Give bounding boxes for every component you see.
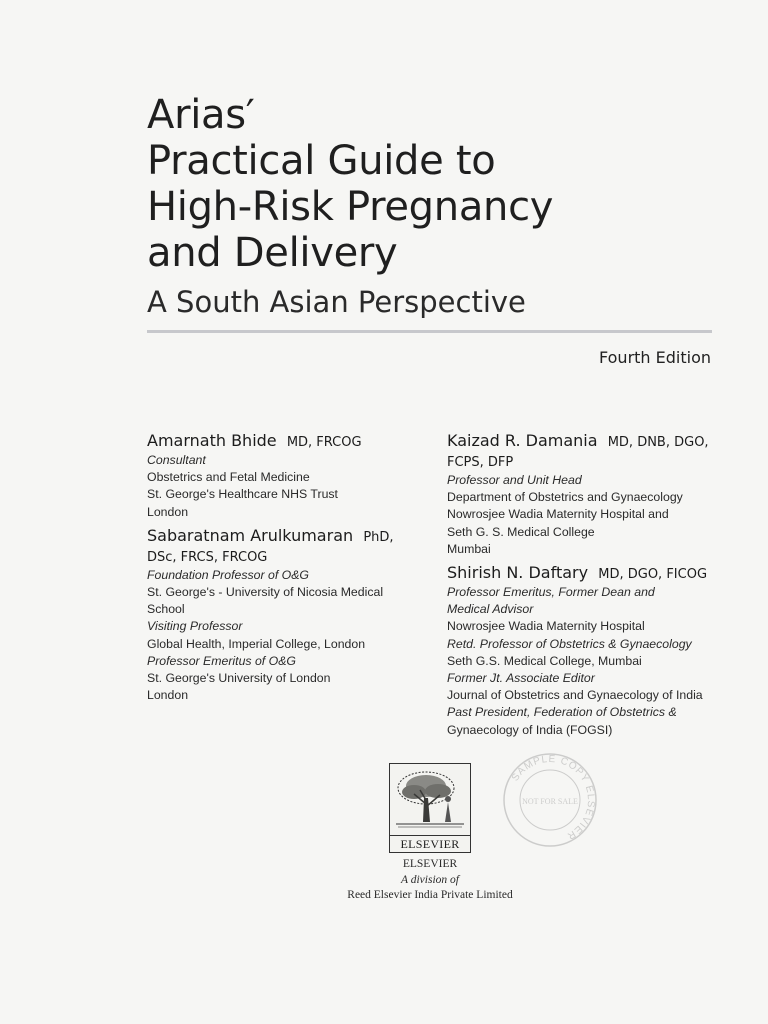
elsevier-logo bbox=[389, 763, 471, 853]
author-detail: Retd. Professor of Obstetrics & Gynaecology bbox=[447, 636, 692, 651]
author-detail: Seth G.S. Medical College, Mumbai bbox=[447, 653, 642, 668]
author-detail: Obstetrics and Fetal Medicine bbox=[147, 470, 310, 485]
author-detail: Professor Emeritus of O&G bbox=[147, 653, 296, 668]
author-detail: St. George's - University of Nicosia Medical bbox=[147, 585, 384, 600]
author-name-line bbox=[447, 432, 737, 472]
author-detail: Nowrosjee Wadia Maternity Hospital and bbox=[447, 507, 669, 522]
author-block bbox=[447, 432, 737, 558]
author-detail: Foundation Professor of O&G bbox=[147, 567, 309, 582]
author-detail: Visiting Professor bbox=[147, 619, 243, 634]
title-line-1: Arias′ bbox=[147, 92, 255, 138]
author-credentials: MD, DNB, DGO, FCPS, DFP bbox=[447, 435, 709, 470]
title-line-3: High-Risk Pregnancy bbox=[147, 184, 554, 230]
author-block bbox=[447, 564, 737, 739]
publisher-company: Reed Elsevier India Private Limited bbox=[347, 889, 513, 901]
author-detail: School bbox=[147, 602, 185, 617]
author-credentials: PhD, DSc, FRCS, FRCOG bbox=[147, 529, 394, 565]
author-credentials: MD, FRCOG bbox=[286, 435, 362, 450]
author-name: Kaizad R. Damania bbox=[447, 431, 598, 450]
author-name: Sabaratnam Arulkumaran bbox=[147, 525, 354, 545]
author-detail: Nowrosjee Wadia Maternity Hospital bbox=[447, 619, 645, 634]
sample-copy-stamp bbox=[500, 750, 600, 850]
book-title bbox=[147, 92, 553, 276]
stamp-ring-text: SAMPLE COPY ELSEVIER bbox=[509, 753, 597, 842]
title-line-4: and Delivery bbox=[147, 230, 398, 276]
author-name: Shirish N. Daftary bbox=[447, 563, 589, 583]
author-detail: Past President, Federation of Obstetrics & bbox=[447, 705, 677, 720]
author-detail: Gynaecology of India (FOGSI) bbox=[447, 722, 613, 737]
authors-left-column bbox=[147, 432, 427, 710]
author-detail: Department of Obstetrics and Gynaecology bbox=[447, 490, 683, 505]
author-detail: Journal of Obstetrics and Gynaecology of India bbox=[447, 688, 703, 703]
title-line-2: Practical Guide to bbox=[147, 138, 496, 184]
author-detail: Medical Advisor bbox=[447, 602, 534, 617]
author-name-line bbox=[147, 527, 427, 567]
author-detail: Global Health, Imperial College, London bbox=[147, 636, 366, 651]
author-detail: Professor Emeritus, Former Dean and bbox=[447, 585, 655, 600]
logo-wordmark: ELSEVIER bbox=[390, 835, 470, 852]
author-detail: Mumbai bbox=[447, 541, 491, 556]
authors-right-column bbox=[447, 432, 737, 745]
author-detail: Former Jt. Associate Editor bbox=[447, 671, 595, 686]
edition-label: Fourth Edition bbox=[599, 348, 711, 367]
author-detail: St. George's University of London bbox=[147, 671, 331, 686]
publisher-name: ELSEVIER bbox=[402, 858, 458, 870]
author-block bbox=[147, 527, 427, 705]
author-detail: Consultant bbox=[147, 453, 206, 467]
title-divider bbox=[147, 330, 712, 333]
publisher-division: A division of bbox=[401, 874, 459, 886]
stamp-center-text: NOT FOR SALE bbox=[522, 797, 578, 806]
book-subtitle: A South Asian Perspective bbox=[147, 285, 526, 319]
author-name-line bbox=[147, 432, 427, 452]
author-name-line bbox=[447, 564, 737, 584]
author-name: Amarnath Bhide bbox=[147, 431, 277, 450]
author-detail: Professor and Unit Head bbox=[447, 473, 582, 487]
author-detail: Seth G. S. Medical College bbox=[447, 524, 595, 539]
author-credentials: MD, DGO, FICOG bbox=[598, 567, 708, 583]
author-detail: London bbox=[147, 504, 189, 519]
tree-icon bbox=[390, 764, 470, 834]
author-detail: St. George's Healthcare NHS Trust bbox=[147, 487, 338, 502]
author-detail: London bbox=[147, 688, 189, 703]
author-block bbox=[147, 432, 427, 521]
